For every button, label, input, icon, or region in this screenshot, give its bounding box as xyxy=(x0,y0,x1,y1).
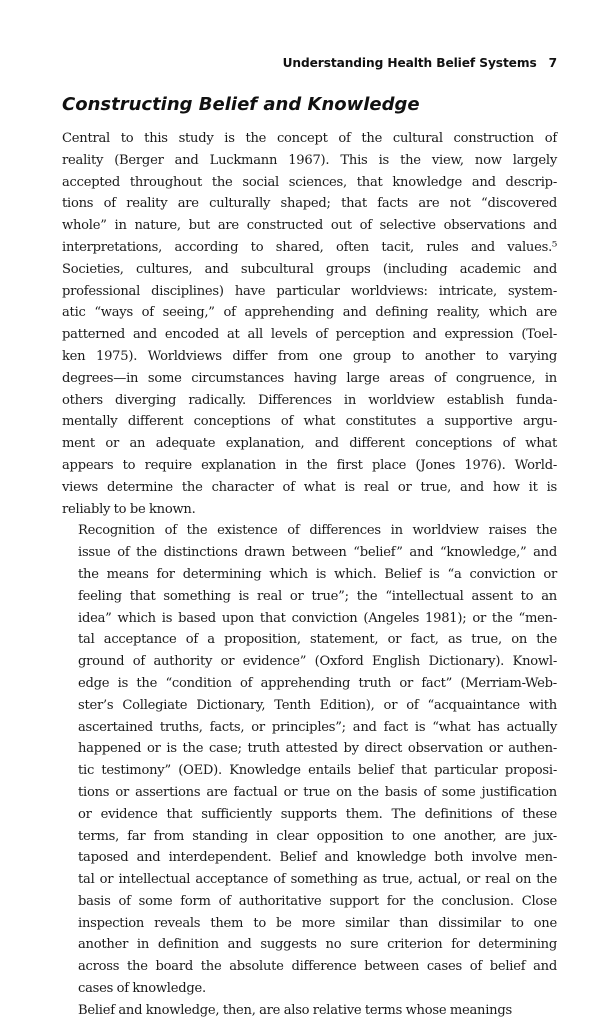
text-line: edge is the “condition of apprehending truth or fact” (Merriam-Web- xyxy=(78,675,557,691)
text-line: ster’s Collegiate Dictionary, Tenth Edition), or of “acquaintance with xyxy=(78,697,557,713)
text-line: views determine the character of what is real or true, and how it is xyxy=(62,479,557,495)
text-line: terms, far from standing in clear opposition to one another, are jux- xyxy=(78,828,557,844)
text-line: ment or an adequate explanation, and different conceptions of what xyxy=(62,436,557,452)
text-line: Belief and knowledge, then, are also relative terms whose meanings xyxy=(78,1002,512,1018)
text-line: interpretations, according to shared, often tacit, rules and values.⁵ xyxy=(62,239,557,255)
text-line: another in definition and suggests no sure criterion for determining xyxy=(78,937,557,953)
section-heading: Constructing Belief and Knowledge xyxy=(62,94,420,115)
text-line: appears to require explanation in the first place (Jones 1976). World- xyxy=(62,457,557,473)
text-line: feeling that something is real or true”; the “intellectual assent to an xyxy=(78,588,557,604)
text-line: across the board the absolute difference between cases of belief and xyxy=(78,959,557,975)
text-line: ascertained truths, facts, or principles”; and fact is “what has actually xyxy=(78,719,557,735)
text-line: ground of authority or evidence” (Oxford English Dictionary). Knowl- xyxy=(78,654,557,670)
text-line: tal acceptance of a proposition, statement, or fact, as true, on the xyxy=(78,632,557,648)
text-line: atic “ways of seeing,” of apprehending and defining reality, which are xyxy=(62,305,557,321)
text-line: issue of the distinctions drawn between “belief” and “knowledge,” and xyxy=(78,545,557,561)
text-line: Central to this study is the concept of the cultural construction of xyxy=(62,131,557,146)
text-line: the means for determining which is which. Belief is “a conviction or xyxy=(78,566,557,582)
text-line: ken 1975). Worldviews differ from one group to another to varying xyxy=(62,348,557,364)
text-line: taposed and interdependent. Belief and knowledge both involve men- xyxy=(78,850,557,866)
text-line: tions of reality are culturally shaped; that facts are not “discovered xyxy=(62,196,557,212)
text-line: Recognition of the existence of differences in worldview raises the xyxy=(78,523,557,539)
text-line: accepted throughout the social sciences, that knowledge and descrip- xyxy=(62,174,557,190)
text-line: tic testimony” (OED). Knowledge entails belief that particular proposi- xyxy=(78,763,557,779)
paragraph-2 xyxy=(62,520,557,1000)
text-line: reliably to be known. xyxy=(62,501,196,517)
text-line: happened or is the case; truth attested by direct observation or authen- xyxy=(78,741,557,757)
text-line: tions or assertions are factual or true on the basis of some justification xyxy=(78,784,557,800)
running-title: Understanding Health Belief Systems xyxy=(282,56,537,70)
text-line: degrees—in some circumstances having large areas of congruence, in xyxy=(62,370,557,386)
text-line: Societies, cultures, and subcultural groups (including academic and xyxy=(62,261,557,277)
text-line: patterned and encoded at all levels of perception and expression (Toel- xyxy=(62,327,557,343)
text-line: basis of some form of authoritative support for the conclusion. Close xyxy=(78,893,557,909)
page-number: 7 xyxy=(548,56,557,70)
text-line: whole” in nature, but are constructed out of selective observations and xyxy=(62,218,557,234)
text-line: or evidence that sufficiently supports them. The definitions of these xyxy=(78,806,557,822)
text-line: inspection reveals them to be more similar than dissimilar to one xyxy=(78,915,557,931)
paragraph-1 xyxy=(62,128,557,520)
body-text xyxy=(62,128,557,1022)
text-line: professional disciplines) have particular worldviews: intricate, system- xyxy=(62,283,557,299)
text-line: mentally different conceptions of what constitutes a supportive argu- xyxy=(62,414,557,430)
paragraph-3 xyxy=(62,1000,557,1022)
text-line: idea” which is based upon that conviction (Angeles 1981); or the “men- xyxy=(78,610,557,626)
text-line: cases of knowledge. xyxy=(78,981,206,997)
text-line: tal or intellectual acceptance of something as true, actual, or real on the xyxy=(78,872,557,888)
text-line: others diverging radically. Differences in worldview establish funda- xyxy=(62,392,557,408)
running-head xyxy=(283,56,557,70)
text-line: reality (Berger and Luckmann 1967). This is the view, now largely xyxy=(62,152,557,168)
